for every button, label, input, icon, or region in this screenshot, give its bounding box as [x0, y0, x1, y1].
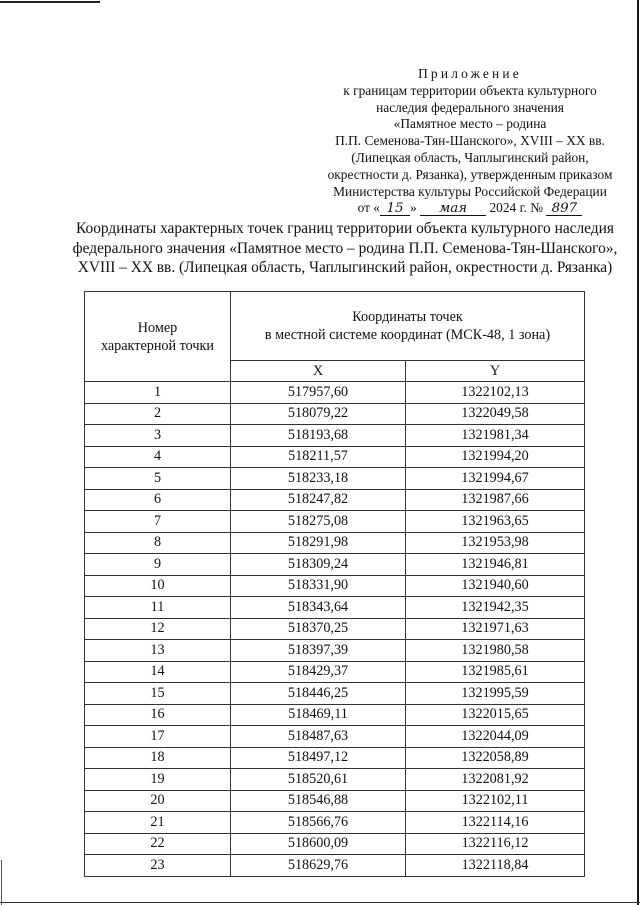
table-row: [85, 597, 585, 619]
table-row: [85, 812, 585, 834]
cell-y: 1321942,35: [406, 597, 585, 619]
cell-point-number: 19: [85, 769, 231, 791]
cell-y: 1321994,20: [406, 446, 585, 468]
cell-x: 518429,37: [231, 661, 406, 683]
appendix-line: П.П. Семенова-Тян-Шанского», XVIII – XX вв.: [335, 133, 605, 149]
table-row: [85, 554, 585, 576]
cell-point-number: 10: [85, 575, 231, 597]
header-text: Номер: [137, 319, 178, 336]
table-row: [85, 855, 585, 877]
order-month-handwritten: мая: [420, 202, 486, 216]
table-row: [85, 747, 585, 769]
cell-x: 518211,57: [231, 446, 406, 468]
order-year: 2024 г. №: [489, 200, 544, 216]
table-row: [85, 575, 585, 597]
cell-y: 1322058,89: [406, 747, 585, 769]
cell-x: 518193,68: [231, 425, 406, 447]
cell-point-number: 8: [85, 532, 231, 554]
table-row: [85, 446, 585, 468]
cell-point-number: 7: [85, 511, 231, 533]
heading-line: федерального значения «Памятное место – родина П.П. Семенова-Тян-Шанского»,: [72, 239, 618, 257]
header-text: характерной точки: [100, 337, 215, 354]
cell-point-number: 9: [85, 554, 231, 576]
appendix-line: (Липецкая область, Чаплыгинский район,: [351, 149, 589, 165]
cell-x: 517957,60: [231, 382, 406, 404]
header-text: Координаты точек: [352, 309, 463, 325]
order-line: [300, 200, 640, 217]
cell-x: 518343,64: [231, 597, 406, 619]
cell-x: 518520,61: [231, 769, 406, 791]
cell-point-number: 23: [85, 855, 231, 877]
scan-edge-bottom: [0, 902, 640, 903]
table-row: [85, 661, 585, 683]
cell-x: 518291,98: [231, 532, 406, 554]
cell-x: 518546,88: [231, 790, 406, 812]
document-heading: [60, 219, 630, 278]
header-y: Y: [406, 361, 585, 382]
cell-y: 1321953,98: [406, 532, 585, 554]
cell-x: 518487,63: [231, 726, 406, 748]
cell-point-number: 21: [85, 812, 231, 834]
cell-x: 518566,76: [231, 812, 406, 834]
cell-y: 1322044,09: [406, 726, 585, 748]
cell-y: 1321985,61: [406, 661, 585, 683]
order-mid: »: [410, 200, 417, 216]
appendix-line: Министерства культуры Российской Федерации: [333, 183, 607, 199]
scan-edge-left: [1, 860, 2, 905]
cell-x: 518600,09: [231, 833, 406, 855]
cell-x: 518629,76: [231, 855, 406, 877]
appendix-line: к границам территории объекта культурного: [343, 82, 597, 98]
table-row: [85, 618, 585, 640]
cell-x: 518331,90: [231, 575, 406, 597]
cell-point-number: 2: [85, 403, 231, 425]
table-row: [85, 769, 585, 791]
cell-point-number: 13: [85, 640, 231, 662]
table-row: [85, 640, 585, 662]
cell-y: 1322015,65: [406, 704, 585, 726]
table-row: [85, 403, 585, 425]
header-point-number: [85, 292, 231, 382]
cell-y: 1321971,63: [406, 618, 585, 640]
cell-y: 1322114,16: [406, 812, 585, 834]
header-text: в местной системе координат (МСК-48, 1 зона): [264, 327, 551, 343]
table-row: [85, 382, 585, 404]
cell-y: 1322102,13: [406, 382, 585, 404]
appendix-line: наследия федерального значения: [376, 99, 564, 115]
heading-line: XVIII – XX вв. (Липецкая область, Чаплыгинский район, окрестности д. Рязанка): [77, 259, 613, 276]
cell-x: 518309,24: [231, 554, 406, 576]
order-prefix: от «: [357, 200, 381, 216]
cell-point-number: 1: [85, 382, 231, 404]
cell-point-number: 5: [85, 468, 231, 490]
cell-x: 518370,25: [231, 618, 406, 640]
table-row: [85, 683, 585, 705]
heading-line: Координаты характерных точек границ территории объекта культурного наследия: [76, 220, 614, 237]
cell-y: 1322049,58: [406, 403, 585, 425]
cell-x: 518469,11: [231, 704, 406, 726]
table-row: [85, 704, 585, 726]
cell-y: 1321987,66: [406, 489, 585, 511]
table-row: [85, 489, 585, 511]
scan-edge-top: [0, 1, 100, 3]
appendix-line: окрестности д. Рязанка), утвержденным приказом: [327, 166, 613, 182]
cell-y: 1321963,65: [406, 511, 585, 533]
cell-point-number: 14: [85, 661, 231, 683]
cell-x: 518233,18: [231, 468, 406, 490]
cell-x: 518497,12: [231, 747, 406, 769]
coordinates-table: [84, 291, 585, 877]
cell-point-number: 20: [85, 790, 231, 812]
order-day-handwritten: 15: [380, 202, 410, 216]
cell-x: 518079,22: [231, 403, 406, 425]
table-row: [85, 532, 585, 554]
cell-point-number: 4: [85, 446, 231, 468]
cell-point-number: 16: [85, 704, 231, 726]
table-row: [85, 425, 585, 447]
cell-y: 1322118,84: [406, 855, 585, 877]
cell-x: 518247,82: [231, 489, 406, 511]
appendix-block: [300, 66, 640, 217]
cell-x: 518446,25: [231, 683, 406, 705]
appendix-line: «Памятное место – родина: [393, 116, 547, 132]
cell-point-number: 6: [85, 489, 231, 511]
cell-point-number: 17: [85, 726, 231, 748]
cell-point-number: 15: [85, 683, 231, 705]
cell-x: 518275,08: [231, 511, 406, 533]
table-row: [85, 468, 585, 490]
header-coordinates: [231, 292, 585, 361]
cell-y: 1321980,58: [406, 640, 585, 662]
cell-y: 1321946,81: [406, 554, 585, 576]
order-number-handwritten: 897: [546, 202, 582, 216]
cell-y: 1321981,34: [406, 425, 585, 447]
cell-point-number: 3: [85, 425, 231, 447]
table-row: [85, 511, 585, 533]
appendix-title: Приложение: [418, 66, 522, 81]
cell-y: 1322116,12: [406, 833, 585, 855]
cell-y: 1321995,59: [406, 683, 585, 705]
cell-y: 1322102,11: [406, 790, 585, 812]
cell-y: 1321940,60: [406, 575, 585, 597]
table-row: [85, 726, 585, 748]
cell-y: 1322081,92: [406, 769, 585, 791]
cell-point-number: 18: [85, 747, 231, 769]
cell-point-number: 12: [85, 618, 231, 640]
cell-point-number: 22: [85, 833, 231, 855]
header-x: X: [231, 361, 406, 382]
cell-point-number: 11: [85, 597, 231, 619]
table-row: [85, 790, 585, 812]
table-row: [85, 833, 585, 855]
cell-y: 1321994,67: [406, 468, 585, 490]
cell-x: 518397,39: [231, 640, 406, 662]
table-body: [85, 382, 585, 877]
